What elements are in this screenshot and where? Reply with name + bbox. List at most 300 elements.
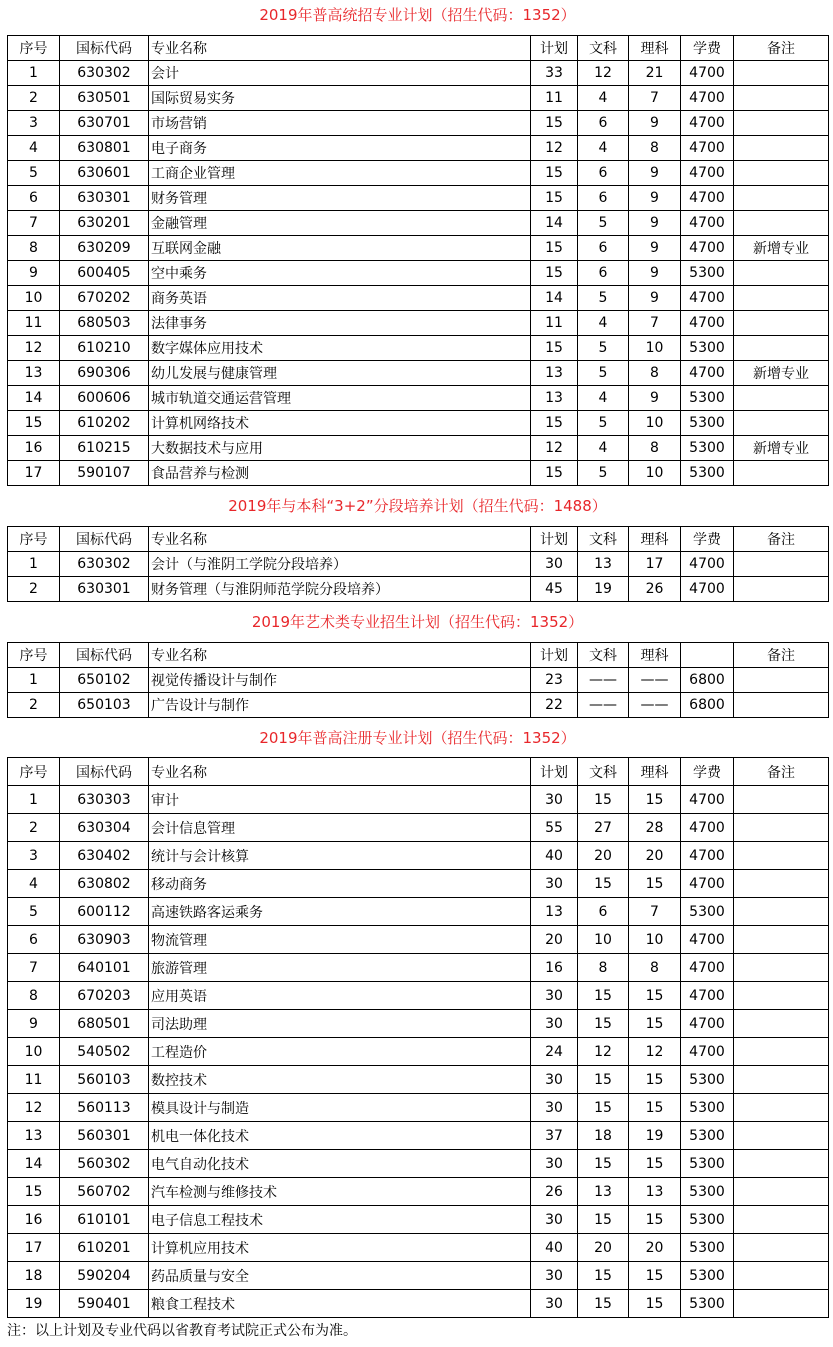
table-cell: 4700	[681, 286, 734, 311]
table-cell: 4	[578, 136, 629, 161]
column-header: 专业名称	[149, 527, 531, 552]
table-cell: 5300	[681, 1122, 734, 1150]
table-cell: 互联网金融	[149, 236, 531, 261]
table-cell: 金融管理	[149, 211, 531, 236]
table-cell: 630301	[60, 186, 149, 211]
table-cell: 4700	[681, 161, 734, 186]
table-cell: 5	[8, 898, 60, 926]
table-cell: 600112	[60, 898, 149, 926]
table-row	[8, 361, 829, 386]
column-header: 计划	[531, 36, 578, 61]
table-cell	[734, 870, 829, 898]
table-row	[8, 870, 829, 898]
table-cell: 应用英语	[149, 982, 531, 1010]
table-cell: 4700	[681, 982, 734, 1010]
table-cell: 药品质量与安全	[149, 1262, 531, 1290]
table-cell	[734, 311, 829, 336]
table-cell: 12	[531, 436, 578, 461]
table-cell: 3	[8, 111, 60, 136]
table-cell	[734, 461, 829, 486]
table-cell	[734, 668, 829, 693]
table-cell: 9	[629, 261, 681, 286]
table-art	[7, 642, 829, 718]
table-cell: 4	[578, 86, 629, 111]
column-header: 学费	[681, 527, 734, 552]
table-cell: 空中乘务	[149, 261, 531, 286]
table-cell: 21	[629, 61, 681, 86]
table-cell: 9	[8, 1010, 60, 1038]
table-cell: 15	[578, 1094, 629, 1122]
table-cell: 新增专业	[734, 236, 829, 261]
table-cell: 40	[531, 842, 578, 870]
table-cell: 30	[531, 1290, 578, 1318]
table-cell: 15	[578, 1150, 629, 1178]
table-cell: 大数据技术与应用	[149, 436, 531, 461]
table-cell: 6	[578, 111, 629, 136]
table-cell	[734, 552, 829, 577]
table-cell: 财务管理（与淮阴师范学院分段培养）	[149, 577, 531, 602]
table-cell: 600606	[60, 386, 149, 411]
table-cell: 7	[629, 86, 681, 111]
table-cell	[734, 86, 829, 111]
table-cell: 30	[531, 1262, 578, 1290]
table-cell: 机电一体化技术	[149, 1122, 531, 1150]
table-cell: 15	[629, 1262, 681, 1290]
table-cell: 9	[629, 236, 681, 261]
table-cell: 14	[531, 286, 578, 311]
table-cell	[734, 786, 829, 814]
table-cell: 15	[629, 1290, 681, 1318]
table-cell: 计算机网络技术	[149, 411, 531, 436]
table-cell	[734, 211, 829, 236]
table-cell: 560103	[60, 1066, 149, 1094]
table-cell: 10	[8, 1038, 60, 1066]
table-cell: 13	[8, 361, 60, 386]
table-cell: 8	[629, 361, 681, 386]
table-cell: 630801	[60, 136, 149, 161]
table-cell: 22	[531, 693, 578, 718]
table-row	[8, 236, 829, 261]
column-header: 备注	[734, 643, 829, 668]
table-cell: 650103	[60, 693, 149, 718]
table-cell: 5300	[681, 1234, 734, 1262]
table-cell: 4700	[681, 926, 734, 954]
table-cell: 14	[8, 386, 60, 411]
table-cell: 4700	[681, 1038, 734, 1066]
table-cell: 15	[8, 411, 60, 436]
table-cell: 1	[8, 786, 60, 814]
table-cell: ——	[629, 693, 681, 718]
table-cell: 6	[8, 186, 60, 211]
table-cell: 17	[8, 1234, 60, 1262]
table-cell: 1	[8, 668, 60, 693]
table-cell: 6	[578, 186, 629, 211]
table-cell: 新增专业	[734, 361, 829, 386]
table-cell: 广告设计与制作	[149, 693, 531, 718]
table-cell	[734, 111, 829, 136]
column-header: 理科	[629, 758, 681, 786]
table-cell: 40	[531, 1234, 578, 1262]
table-cell: 30	[531, 1206, 578, 1234]
table-cell: 2	[8, 814, 60, 842]
column-header: 序号	[8, 643, 60, 668]
table-cell: 14	[531, 211, 578, 236]
table-cell: 8	[8, 982, 60, 1010]
table-cell: 15	[578, 1066, 629, 1094]
column-header: 国标代码	[60, 36, 149, 61]
table-cell: 10	[578, 926, 629, 954]
table-cell: 630903	[60, 926, 149, 954]
table-row	[8, 552, 829, 577]
table-cell: 9	[629, 386, 681, 411]
table-cell: 13	[531, 361, 578, 386]
table-cell: ——	[578, 693, 629, 718]
table-row	[8, 1234, 829, 1262]
table-cell: 工程造价	[149, 1038, 531, 1066]
table-cell: 电气自动化技术	[149, 1150, 531, 1178]
table-cell: 15	[578, 870, 629, 898]
table-cell: 物流管理	[149, 926, 531, 954]
table-cell: 20	[578, 842, 629, 870]
table-cell: 15	[629, 1094, 681, 1122]
table-row	[8, 1094, 829, 1122]
table-cell: 630201	[60, 211, 149, 236]
table-cell	[734, 842, 829, 870]
table-cell: 模具设计与制造	[149, 1094, 531, 1122]
table-row	[8, 786, 829, 814]
table-cell: 视觉传播设计与制作	[149, 668, 531, 693]
table-cell: 19	[8, 1290, 60, 1318]
table-row	[8, 1178, 829, 1206]
column-header: 文科	[578, 643, 629, 668]
table-cell: 30	[531, 786, 578, 814]
table-cell: 15	[578, 786, 629, 814]
table-cell	[734, 1206, 829, 1234]
header-row	[8, 758, 829, 786]
table-cell: 6	[578, 898, 629, 926]
table-cell: 4700	[681, 361, 734, 386]
table-cell: 6	[8, 926, 60, 954]
table-cell: 14	[8, 1150, 60, 1178]
table-cell: 630304	[60, 814, 149, 842]
table-cell: 5300	[681, 461, 734, 486]
table-cell: 7	[8, 954, 60, 982]
table-cell: 商务英语	[149, 286, 531, 311]
table-cell: 5300	[681, 1262, 734, 1290]
column-header: 理科	[629, 527, 681, 552]
column-header: 专业名称	[149, 758, 531, 786]
table-cell: 5300	[681, 436, 734, 461]
table-cell: 高速铁路客运乘务	[149, 898, 531, 926]
table-cell: 4700	[681, 577, 734, 602]
table-cell: 5300	[681, 1178, 734, 1206]
table-cell: 2	[8, 577, 60, 602]
table-cell: 食品营养与检测	[149, 461, 531, 486]
table-cell: 1	[8, 61, 60, 86]
table-cell: 17	[629, 552, 681, 577]
table-cell: 9	[629, 186, 681, 211]
table-cell: 计算机应用技术	[149, 1234, 531, 1262]
table-cell: 幼儿发展与健康管理	[149, 361, 531, 386]
table-cell: 6800	[681, 668, 734, 693]
table-cell: 19	[629, 1122, 681, 1150]
table-cell: ——	[629, 668, 681, 693]
table-cell: 4700	[681, 870, 734, 898]
table-row	[8, 336, 829, 361]
table-cell: 城市轨道交通运营管理	[149, 386, 531, 411]
table-cell: 630601	[60, 161, 149, 186]
table-cell: 国际贸易实务	[149, 86, 531, 111]
section-title-art: 2019年艺术类专业招生计划（招生代码：1352）	[251, 613, 584, 631]
table-row	[8, 814, 829, 842]
table-cell: 6800	[681, 693, 734, 718]
table-row	[8, 386, 829, 411]
table-cell: 12	[629, 1038, 681, 1066]
table-cell: 5	[578, 286, 629, 311]
column-header: 文科	[578, 758, 629, 786]
table-cell: 4	[578, 386, 629, 411]
table-cell: 12	[531, 136, 578, 161]
table-cell: 45	[531, 577, 578, 602]
table-cell: 670202	[60, 286, 149, 311]
table-cell: 15	[531, 111, 578, 136]
table-cell: 15	[531, 161, 578, 186]
table-cell: 8	[629, 954, 681, 982]
table-cell: 汽车检测与维修技术	[149, 1178, 531, 1206]
table-cell	[734, 286, 829, 311]
column-header: 学费	[681, 758, 734, 786]
column-header: 国标代码	[60, 527, 149, 552]
table-cell: 5300	[681, 261, 734, 286]
table-cell: 650102	[60, 668, 149, 693]
table-cell: 5	[578, 461, 629, 486]
table-cell: 4	[8, 870, 60, 898]
table-cell: 630302	[60, 61, 149, 86]
table-cell: 610201	[60, 1234, 149, 1262]
table-cell: 15	[531, 336, 578, 361]
column-header: 文科	[578, 527, 629, 552]
table-cell: 4700	[681, 111, 734, 136]
table-cell: 30	[531, 1150, 578, 1178]
table-row	[8, 1150, 829, 1178]
table-cell: 4700	[681, 786, 734, 814]
table-cell: 30	[531, 982, 578, 1010]
table-row	[8, 1038, 829, 1066]
table-cell: 11	[531, 86, 578, 111]
table-cell: 15	[578, 1010, 629, 1038]
table-3plus2	[7, 526, 829, 602]
table-cell: 12	[8, 336, 60, 361]
column-header: 理科	[629, 36, 681, 61]
table-cell: 13	[578, 1178, 629, 1206]
table-cell	[734, 61, 829, 86]
table-cell: 11	[531, 311, 578, 336]
column-header: 专业名称	[149, 643, 531, 668]
table-cell: 法律事务	[149, 311, 531, 336]
footnote: 注：以上计划及专业代码以省教育考试院正式公布为准。	[7, 1323, 357, 1339]
table-cell	[734, 577, 829, 602]
table-cell: 13	[531, 386, 578, 411]
table-cell: 5300	[681, 1206, 734, 1234]
table-cell: 19	[578, 577, 629, 602]
table-cell: 15	[531, 236, 578, 261]
table-cell: 27	[578, 814, 629, 842]
column-header: 计划	[531, 758, 578, 786]
column-header: 文科	[578, 36, 629, 61]
table-cell: 630301	[60, 577, 149, 602]
table-cell	[734, 136, 829, 161]
table-cell: 10	[629, 926, 681, 954]
table-cell: 630303	[60, 786, 149, 814]
section-title-3plus2: 2019年与本科“3+2”分段培养计划（招生代码：1488）	[228, 497, 607, 515]
table-row	[8, 1262, 829, 1290]
table-cell: 16	[531, 954, 578, 982]
table-cell: 电子商务	[149, 136, 531, 161]
table-cell: 600405	[60, 261, 149, 286]
table-cell: 28	[629, 814, 681, 842]
table-cell: 590401	[60, 1290, 149, 1318]
table-cell: 670203	[60, 982, 149, 1010]
section-title-registered: 2019年普高注册专业计划（招生代码：1352）	[259, 729, 576, 747]
table-row	[8, 286, 829, 311]
table-cell	[734, 954, 829, 982]
table-cell: 18	[578, 1122, 629, 1150]
table-cell: 5300	[681, 898, 734, 926]
table-cell: 610202	[60, 411, 149, 436]
table-cell: 4700	[681, 1010, 734, 1038]
table-cell: 4	[8, 136, 60, 161]
table-row	[8, 161, 829, 186]
table-cell: 630209	[60, 236, 149, 261]
table-cell: 20	[531, 926, 578, 954]
column-header: 序号	[8, 758, 60, 786]
column-header	[681, 643, 734, 668]
table-cell: 610215	[60, 436, 149, 461]
table-cell: 610210	[60, 336, 149, 361]
table-cell: 电子信息工程技术	[149, 1206, 531, 1234]
table-cell: 13	[578, 552, 629, 577]
header-row	[8, 643, 829, 668]
table-cell: 560301	[60, 1122, 149, 1150]
table-cell: 30	[531, 1066, 578, 1094]
table-cell: 财务管理	[149, 186, 531, 211]
table-cell: 560302	[60, 1150, 149, 1178]
column-header: 备注	[734, 758, 829, 786]
table-cell	[734, 186, 829, 211]
table-cell: 55	[531, 814, 578, 842]
table-row	[8, 186, 829, 211]
table-cell: 37	[531, 1122, 578, 1150]
table-cell: 4700	[681, 186, 734, 211]
table-cell: 16	[8, 436, 60, 461]
table-cell: 8	[8, 236, 60, 261]
table-cell: 5	[8, 161, 60, 186]
table-cell: 24	[531, 1038, 578, 1066]
table-cell: 5	[578, 211, 629, 236]
column-header: 国标代码	[60, 758, 149, 786]
table-cell: 540502	[60, 1038, 149, 1066]
table-cell: 10	[629, 461, 681, 486]
table-cell: 560702	[60, 1178, 149, 1206]
table-cell: 移动商务	[149, 870, 531, 898]
table-cell: 3	[8, 842, 60, 870]
table-cell: 15	[578, 1262, 629, 1290]
table-cell	[734, 1010, 829, 1038]
table-cell: 640101	[60, 954, 149, 982]
table-cell: 8	[629, 436, 681, 461]
table-cell: 10	[629, 336, 681, 361]
table-row	[8, 261, 829, 286]
table-cell: 统计与会计核算	[149, 842, 531, 870]
table-cell: 23	[531, 668, 578, 693]
table-cell: 33	[531, 61, 578, 86]
table-cell: 26	[629, 577, 681, 602]
section-title-regular: 2019年普高统招专业计划（招生代码：1352）	[259, 6, 576, 24]
table-cell: 4700	[681, 86, 734, 111]
table-cell: 4700	[681, 842, 734, 870]
table-cell: 5	[578, 361, 629, 386]
table-cell: 4	[578, 311, 629, 336]
table-cell	[734, 1262, 829, 1290]
table-cell	[734, 693, 829, 718]
column-header: 序号	[8, 36, 60, 61]
table-cell: 13	[531, 898, 578, 926]
table-cell: 30	[531, 870, 578, 898]
table-cell: 15	[629, 1010, 681, 1038]
table-row	[8, 311, 829, 336]
table-cell: 15	[531, 411, 578, 436]
table-cell	[734, 1094, 829, 1122]
table-row	[8, 954, 829, 982]
table-cell: 12	[8, 1094, 60, 1122]
table-cell: 5	[578, 336, 629, 361]
table-cell: 5	[578, 411, 629, 436]
table-cell: 12	[578, 61, 629, 86]
table-cell: 20	[578, 1234, 629, 1262]
table-cell: 旅游管理	[149, 954, 531, 982]
table-cell	[734, 1038, 829, 1066]
table-cell: 4700	[681, 136, 734, 161]
table-cell: 560113	[60, 1094, 149, 1122]
column-header: 备注	[734, 36, 829, 61]
table-row	[8, 136, 829, 161]
table-cell: 8	[578, 954, 629, 982]
table-row	[8, 898, 829, 926]
table-row	[8, 1122, 829, 1150]
table-row	[8, 1010, 829, 1038]
table-row	[8, 436, 829, 461]
column-header: 序号	[8, 527, 60, 552]
table-cell: 680503	[60, 311, 149, 336]
table-cell: 26	[531, 1178, 578, 1206]
table-cell	[734, 261, 829, 286]
table-cell: 610101	[60, 1206, 149, 1234]
table-cell: 5300	[681, 411, 734, 436]
table-cell: 16	[8, 1206, 60, 1234]
table-cell: 630802	[60, 870, 149, 898]
table-cell: 15	[629, 1206, 681, 1234]
table-cell: 630302	[60, 552, 149, 577]
table-cell: 8	[629, 136, 681, 161]
table-cell: 7	[8, 211, 60, 236]
table-cell: 会计	[149, 61, 531, 86]
table-cell: 4700	[681, 211, 734, 236]
column-header: 专业名称	[149, 36, 531, 61]
table-cell	[734, 814, 829, 842]
table-cell: 会计信息管理	[149, 814, 531, 842]
table-cell: 5300	[681, 386, 734, 411]
table-registered	[7, 757, 829, 1318]
